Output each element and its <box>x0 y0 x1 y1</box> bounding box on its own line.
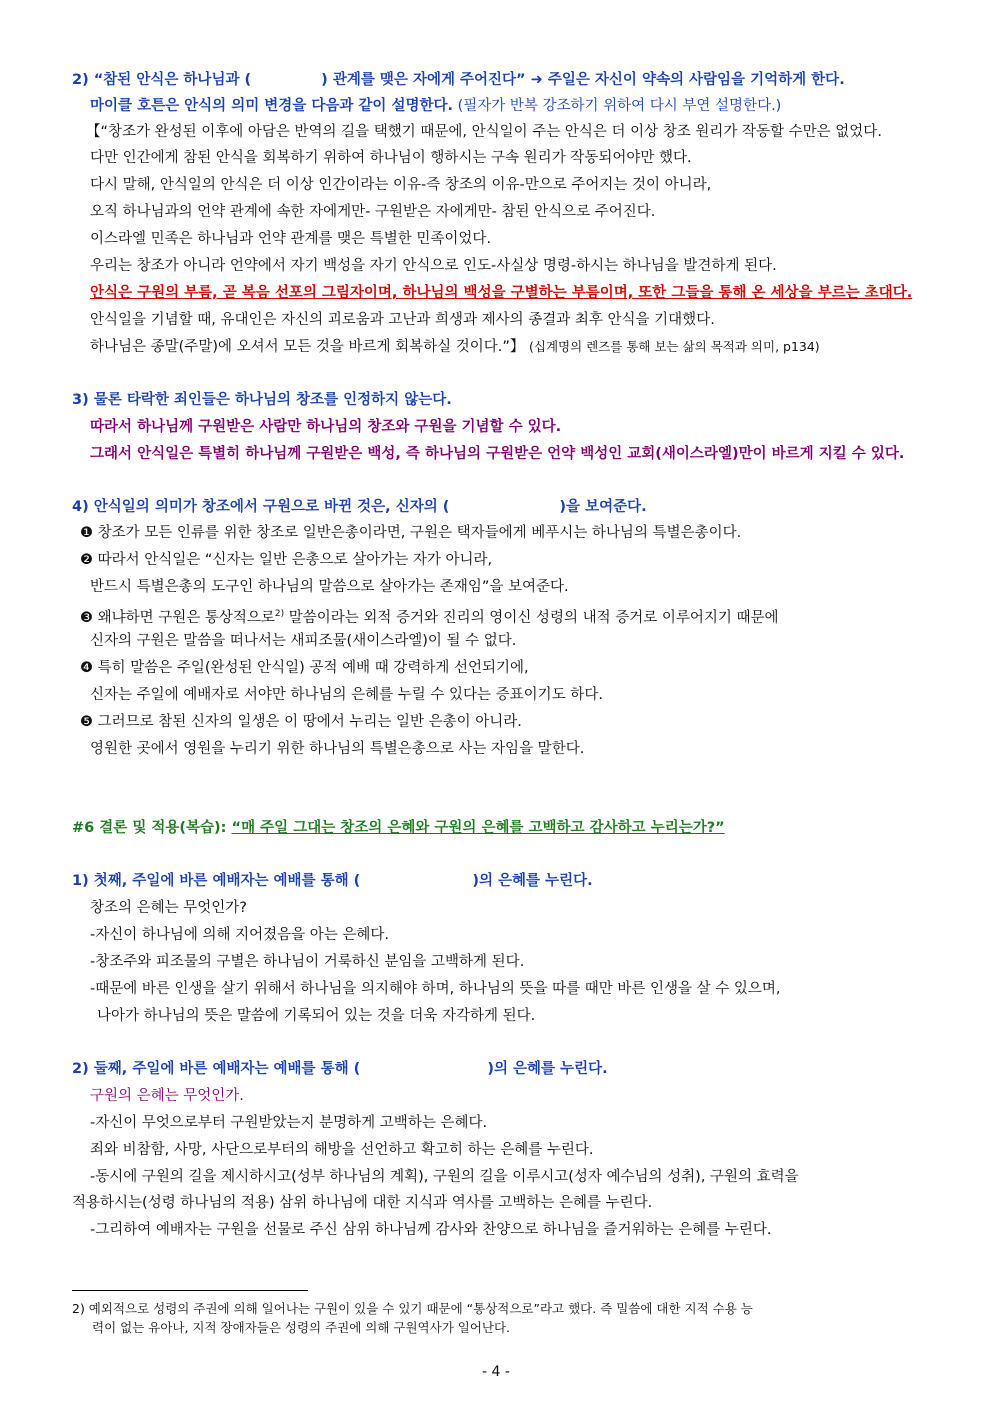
quote-line-7: 안식일을 기념할 때, 유대인은 자신의 괴로움과 고난과 희생과 제사의 종결과 최후 안식을 기대했다. <box>90 312 715 328</box>
conclusion-2-suffix: )의 은혜를 누린다. <box>487 1061 608 1077</box>
conclusion-2-line-2: 죄와 비참함, 사망, 사단으로부터의 해방을 선언하고 확고히 하는 은혜를 누린다. <box>90 1142 594 1158</box>
conclusion-1-line-2: -창조주와 피조물의 구별은 하나님이 거룩하신 분임을 고백하게 된다. <box>90 954 525 970</box>
quote-emphasis-line: 안식은 구원의 부름, 곧 복음 선포의 그림자이며, 하나님의 백성을 구별하는 부름이며, 또한 그들을 통해 온 세상을 부르는 초대다. <box>90 285 913 301</box>
section-4-heading-suffix: )을 보여준다. <box>559 499 647 515</box>
conclusion-2-line-5: -그리하여 예배자는 구원을 선물로 주신 삼위 하나님께 감사와 찬양으로 하나님을 즐거워하는 은혜를 누린다. <box>90 1222 772 1238</box>
conclusion-2-line-3: -동시에 구원의 길을 제시하시고(성부 하나님의 계획), 구원의 길을 이루시고(성자 예수님의 성취), 구원의 효력을 <box>90 1169 799 1185</box>
quote-line-2: 다만 인간에게 참된 안식을 회복하기 위하여 하나님이 행하시는 구속 원리가 작동되어야만 했다. <box>90 150 692 166</box>
point-5-line-1: ❺ 그러므로 참된 신자의 일생은 이 땅에서 누리는 일반 은총이 아니라. <box>80 714 522 730</box>
conclusion-1-suffix: )의 은혜를 누린다. <box>472 873 593 889</box>
conclusion-1-line-4: 나아가 하나님의 뜻은 말씀에 기록되어 있는 것을 더욱 자각하게 된다. <box>97 1008 536 1024</box>
quote-line-6: 우리는 창조가 아니라 언약에서 자기 백성을 자기 안식으로 인도-사실상 명령-하시는 하나님을 발견하게 된다. <box>90 258 777 274</box>
conclusion-1-line-3: -때문에 바른 인생을 살기 위해서 하나님을 의지해야 하며, 하나님의 뜻을 따를 때만 바른 인생을 살 수 있으며, <box>90 981 781 997</box>
section-3-heading: 3) 물론 타락한 죄인들은 하나님의 창조를 인정하지 않는다. <box>72 392 452 408</box>
section-2-heading <box>72 70 845 90</box>
conclusion-2-prefix: 2) 둘째, 주일에 바른 예배자는 예배를 통해 ( <box>72 1061 361 1077</box>
horton-note-aside: (필자가 반복 강조하기 위하여 다시 부연 설명한다.) <box>457 98 782 114</box>
conclusion-1-heading <box>72 871 593 891</box>
footnote-line-2: 력이 없는 유아나, 지적 장애자들은 성령의 주권에 의해 구원역사가 일어난다. <box>92 1320 511 1335</box>
conclusion-1-prefix: 1) 첫째, 주일에 바른 예배자는 예배를 통해 ( <box>72 873 361 889</box>
point-3-text-a: ❸ 왜냐하면 구원은 통상적으로 <box>80 609 275 626</box>
conclusion-2-line-1: -자신이 무엇으로부터 구원받았는지 분명하게 고백하는 은혜다. <box>90 1115 488 1131</box>
conclusion-2-line-4: 적용하시는(성령 하나님의 적용) 삼위 하나님에 대한 지식과 역사를 고백하는 은혜를 누린다. <box>72 1195 653 1211</box>
section-2-heading-prefix: 2) “참된 안식은 하나님과 ( <box>72 72 252 88</box>
quote-closing-text: 하나님은 종말(주말)에 오셔서 모든 것을 바르게 회복하실 것이다.”】 <box>90 339 525 355</box>
footnote-ref[interactable]: 2) <box>274 609 285 619</box>
point-3-line-1 <box>80 604 778 628</box>
conclusion-1-question: 창조의 은혜는 무엇인가? <box>90 900 247 916</box>
point-4-line-1: ❹ 특히 말씀은 주일(완성된 안식일) 공적 예배 때 강력하게 선언되기에, <box>80 660 529 676</box>
conclusion-1-line-1: -자신이 하나님에 의해 지어졌음을 아는 은혜다. <box>90 927 390 943</box>
point-1: ❶ 창조가 모든 인류를 위한 창조로 일반은총이라면, 구원은 택자들에게 베푸시는 하나님의 특별은총이다. <box>80 525 742 541</box>
point-3-line-2: 신자의 구원은 말씀을 떠나서는 새피조물(새이스라엘)이 될 수 없다. <box>90 633 517 649</box>
page-number: - 4 - <box>482 1364 510 1380</box>
horton-note-main: 마이클 호튼은 안식의 의미 변경을 다음과 같이 설명한다. <box>90 98 454 114</box>
point-3-text-b: 말씀이라는 외적 증거와 진리의 영이신 성령의 내적 증거로 이루어지기 때문에 <box>284 609 779 626</box>
footnote-divider <box>72 1290 308 1291</box>
quote-line-5: 이스라엘 민족은 하나님과 언약 관계를 맺은 특별한 민족이었다. <box>90 231 492 247</box>
section-4-heading <box>72 497 647 517</box>
conclusion-2-question: 구원의 은혜는 무엇인가. <box>90 1088 244 1104</box>
point-2-line-2: 반드시 특별은총의 도구인 하나님의 말씀으로 살아가는 존재임”을 보여준다. <box>90 579 569 595</box>
point-2-line-1: ❷ 따라서 안식일은 “신자는 일반 은총으로 살아가는 자가 아니라, <box>80 552 493 568</box>
section-2-heading-suffix: ) 관계를 맺은 자에게 주어진다” ➜ 주일은 자신이 약속의 사람임을 기억하게 한다. <box>321 72 845 88</box>
point-5-line-2: 영원한 곳에서 영원을 누리기 위한 하나님의 특별은총으로 사는 자임을 말한다. <box>90 741 585 757</box>
conclusion-label: #6 결론 및 적용(복습): <box>72 820 227 836</box>
section-4-heading-prefix: 4) 안식일의 의미가 창조에서 구원으로 바뀐 것은, 신자의 ( <box>72 499 450 515</box>
quote-closing <box>90 337 820 357</box>
horton-note <box>90 96 781 116</box>
quote-line-3: 다시 말해, 안식일의 안식은 더 이상 인간이라는 이유-즉 창조의 이유-만으로 주어지는 것이 아니라, <box>90 177 712 193</box>
section-3-line-1: 따라서 하나님께 구원받은 사람만 하나님의 창조와 구원을 기념할 수 있다. <box>90 419 562 435</box>
conclusion-question: “매 주일 그대는 창조의 은혜와 구원의 은혜를 고백하고 감사하고 누리는가?” <box>231 820 725 836</box>
point-4-line-2: 신자는 주일에 예배자로 서야만 하나님의 은혜를 누릴 수 있다는 증표이기도 하다. <box>90 687 603 703</box>
quote-citation: (십계명의 렌즈를 통해 보는 삶의 목적과 의미, p134) <box>529 339 820 354</box>
quote-line-4: 오직 하나님과의 언약 관계에 속한 자에게만- 구원받은 자에게만- 참된 안식으로 주어진다. <box>90 204 656 220</box>
conclusion-2-heading <box>72 1059 608 1079</box>
footnote-line-1: 2) 예외적으로 성령의 주권에 의해 일어나는 구원이 있을 수 있기 때문에 “통상적으로”라고 했다. 즉 밀씀에 대한 지적 수용 능 <box>72 1301 753 1316</box>
section-3-line-2: 그래서 안식일은 특별히 하나님께 구원받은 백성, 즉 하나님의 구원받은 언약 백성인 교회(새이스라엘)만이 바르게 지킬 수 있다. <box>90 446 905 462</box>
conclusion-heading <box>72 818 725 838</box>
quote-line-1: 【“창조가 완성된 이후에 아담은 반역의 길을 택했기 때문에, 안식일이 주는 안식은 더 이상 창조 원리가 작동할 수만은 없었다. <box>86 124 882 140</box>
